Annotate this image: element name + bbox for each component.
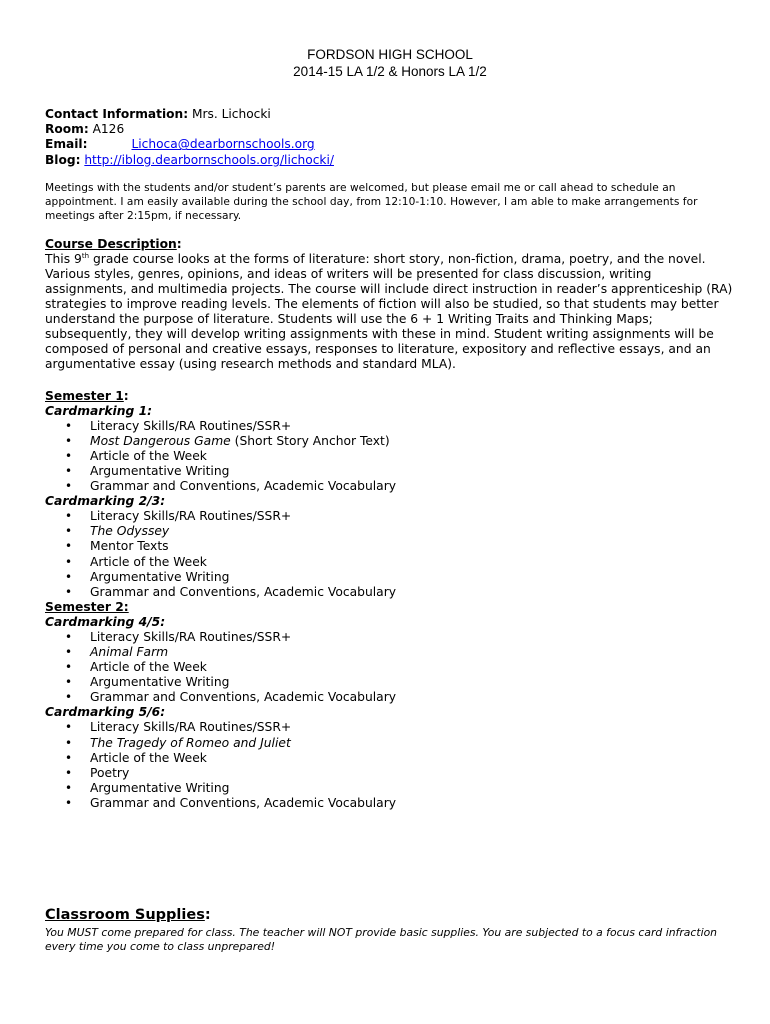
course-text-rest: grade course looks at the forms of literature: short story, non-fiction, drama, poetry, and the novel. Various styles, genres, opinions, and ideas of writers will be presented for class discussion, writing assignments, and multimedia projects. The course will include direct instruction in reader’s apprenticeship (RA) strategies to improve reading levels. The elements of fiction will also be studied, so that students may better understand the purpose of literature. Students will use the 6 + 1 Writing Traits and Thinking Maps; subsequently, they will develop writing assignments with these in mind. Student writing assignments will be composed of personal and creative essays, responses to literature, expository and reflective essays, and an argumentative essay (using research methods and standard MLA).: [45, 251, 733, 372]
list-item: [45, 570, 735, 585]
item-text: Literacy Skills/RA Routines/SSR+: [90, 418, 292, 433]
list-item: [45, 660, 735, 675]
bullet-icon: •: [65, 448, 73, 463]
list-item: [45, 751, 735, 766]
list-item: [45, 555, 735, 570]
blog-link[interactable]: http://iblog.dearbornschools.org/lichocki/: [84, 152, 334, 167]
list-item: [45, 630, 735, 645]
contact-line: [45, 107, 735, 122]
list-item: [45, 645, 735, 660]
list-item: [45, 479, 735, 494]
bullet-icon: •: [65, 433, 73, 448]
bullet-icon: •: [65, 765, 73, 780]
list-item: [45, 796, 735, 811]
semester-2-title: Semester 2:: [45, 599, 129, 614]
room-label: Room:: [45, 122, 89, 137]
list-item: [45, 539, 735, 554]
list-item: [45, 464, 735, 479]
list-item: [45, 690, 735, 705]
item-text: Literacy Skills/RA Routines/SSR+: [90, 509, 292, 524]
course-description-text: [45, 252, 735, 373]
bullet-icon: •: [65, 795, 73, 810]
blog-label: Blog:: [45, 152, 81, 167]
document-header: [45, 46, 735, 80]
bullet-icon: •: [65, 675, 73, 690]
school-name: FORDSON HIGH SCHOOL: [307, 47, 473, 62]
meetings-paragraph: Meetings with the students and/or student’s parents are welcomed, but please email me or call ahead to schedule an appointment. I am easily available during the school day, from 12:10-1:10. However, I am able to make arrangements for meetings after 2:15pm, if necessary.: [45, 181, 698, 222]
semester-1-colon: :: [123, 388, 129, 403]
bullet-icon: •: [65, 418, 73, 433]
room-value: A126: [92, 122, 125, 137]
item-title: Animal Farm: [90, 644, 169, 659]
item-text: Article of the Week: [90, 660, 207, 675]
bullet-icon: •: [65, 660, 73, 675]
item-text: Grammar and Conventions, Academic Vocabulary: [90, 690, 397, 705]
classroom-supplies-heading: [45, 906, 735, 924]
list-item: [45, 585, 735, 600]
classroom-supplies-section: [45, 906, 735, 954]
teacher-name: Mrs. Lichocki: [191, 107, 271, 121]
item-title: The Tragedy of Romeo and Juliet: [90, 735, 291, 750]
email-line: [45, 137, 735, 152]
cardmarking-1-title: Cardmarking 1:: [45, 403, 153, 418]
list-item: [45, 434, 735, 449]
cardmarking-1-list: [45, 419, 735, 494]
email-label: Email:: [45, 137, 88, 152]
contact-label: Contact Information:: [45, 107, 189, 121]
list-item: [45, 449, 735, 464]
course-description-colon: :: [176, 236, 182, 251]
course-description-title: Course Description: [45, 236, 177, 251]
document-page: [45, 46, 735, 811]
bullet-icon: •: [65, 479, 73, 494]
bullet-icon: •: [65, 463, 73, 478]
email-link[interactable]: Lichoca@dearbornschools.org: [131, 137, 315, 152]
bullet-icon: •: [65, 569, 73, 584]
item-text: Mentor Texts: [90, 539, 169, 554]
bullet-icon: •: [65, 629, 73, 644]
list-item: [45, 419, 735, 434]
item-text: Argumentative Writing: [90, 569, 230, 584]
item-title: The Odyssey: [90, 524, 170, 539]
room-line: [45, 122, 735, 137]
course-description-heading: [45, 237, 735, 252]
blog-line: [45, 153, 735, 168]
semester-2-heading: [45, 600, 735, 615]
list-item: [45, 781, 735, 796]
item-text: Article of the Week: [90, 750, 207, 765]
cardmarking-2-3-list: [45, 509, 735, 600]
bullet-icon: •: [65, 690, 73, 705]
item-text: Argumentative Writing: [90, 463, 230, 478]
bullet-icon: •: [65, 720, 73, 735]
item-text: Grammar and Conventions, Academic Vocabulary: [90, 479, 397, 494]
bullet-icon: •: [65, 735, 73, 750]
cardmarking-5-6-list: [45, 720, 735, 811]
list-item: [45, 509, 735, 524]
item-text: Literacy Skills/RA Routines/SSR+: [90, 720, 292, 735]
item-text: Argumentative Writing: [90, 675, 230, 690]
list-item: [45, 675, 735, 690]
item-title: Most Dangerous Game: [90, 433, 231, 448]
course-text-start: This 9: [45, 251, 82, 266]
classroom-supplies-text: You MUST come prepared for class. The teacher will NOT provide basic supplies. You are subjected to a focus card infraction every time you come to class unprepared!: [45, 926, 718, 953]
bullet-icon: •: [65, 750, 73, 765]
item-text: Grammar and Conventions, Academic Vocabulary: [90, 584, 397, 599]
bullet-icon: •: [65, 644, 73, 659]
list-item: [45, 720, 735, 735]
item-text: Argumentative Writing: [90, 780, 230, 795]
contact-block: [45, 107, 735, 168]
item-text: Article of the Week: [90, 448, 207, 463]
list-item: [45, 736, 735, 751]
classroom-supplies-colon: :: [204, 907, 211, 923]
cardmarking-4-5-title: Cardmarking 4/5:: [45, 614, 166, 629]
cardmarking-2-3-title: Cardmarking 2/3:: [45, 494, 166, 509]
semester-1-title: Semester 1: [45, 388, 124, 403]
cardmarking-4-5-list: [45, 630, 735, 705]
bullet-icon: •: [65, 584, 73, 599]
item-text: Grammar and Conventions, Academic Vocabulary: [90, 795, 397, 810]
cardmarking-5-6-title: Cardmarking 5/6:: [45, 705, 166, 720]
course-title: 2014-15 LA 1/2 & Honors LA 1/2: [293, 64, 487, 79]
list-item: [45, 524, 735, 539]
bullet-icon: •: [65, 539, 73, 554]
semester-1-heading: [45, 389, 735, 404]
item-text: Literacy Skills/RA Routines/SSR+: [90, 629, 292, 644]
item-text: Article of the Week: [90, 554, 207, 569]
list-item: [45, 766, 735, 781]
bullet-icon: •: [65, 524, 73, 539]
item-text: Poetry: [90, 765, 130, 780]
classroom-supplies-title: Classroom Supplies: [45, 907, 205, 923]
bullet-icon: •: [65, 509, 73, 524]
item-suffix: (Short Story Anchor Text): [230, 433, 390, 448]
bullet-icon: •: [65, 780, 73, 795]
bullet-icon: •: [65, 554, 73, 569]
ordinal-suffix: th: [81, 251, 90, 260]
